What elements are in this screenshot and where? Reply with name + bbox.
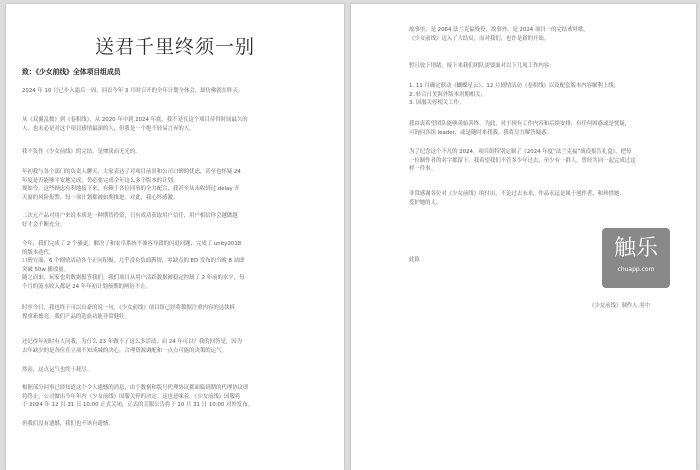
paragraph (22, 338, 334, 355)
text-line: 为了纪念这个不凡的 2024，项目组特别定制了《2024 年度“法兰克福”战役报告礼盒》，把每 (409, 149, 632, 155)
chuapp-watermark (602, 228, 670, 288)
text-line: 《少女前线》制作人 羽中 (589, 303, 651, 309)
signature (589, 302, 689, 311)
letter-greeting: 致：《少女前线》全体项目组成员 (22, 68, 121, 76)
text-line: 现如今，这些顾虑有利地接下来，有赖于各位同事的全力配合，我甚至从未收到过 delay 开 (22, 186, 240, 193)
text-line: 此致 (409, 257, 420, 263)
text-line: 2024 年 10 月已步入霜后一周，回首今年 3 月时召开的全年计划全体会，却仿佛就在昨天。 (22, 88, 244, 94)
text-line: 年初我与各个部门的负责人聊天，大家表达了对项目前景和公司口碑的忧虑，甚至也怀疑 24 (22, 169, 241, 175)
paragraph (22, 168, 334, 202)
watermark-logo-text: 触乐 (613, 236, 658, 261)
paragraph (22, 116, 334, 133)
text-line: 突破 50w 播放量。 (22, 266, 70, 273)
text-line: 还记得年初时有人问我，为什么 23 年做不了这么多活动，而 24 年可以？我的回答是，因为 (22, 339, 243, 345)
text-line: 一位制作者的名字都留下，我希望我们不管多少年过去，至少有一群人，曾经共同一起完成过这 (409, 157, 636, 164)
text-line: 时至今日，我也终于可以自豪的说一句，《少女前线》项目组已经将数据注重内容的达扶拆 (22, 305, 235, 311)
paragraph (22, 148, 334, 157)
paragraph (22, 212, 334, 229)
text-line: 故事里，是 2064 法兰克福残役，故事外，是 2024 项目一的完结欢呼歌。 (409, 27, 589, 33)
list-item: 1. 11 月确定联动《蝴蝶星云》、12 月剧情活动《卷积线》以及配套版本内容顺利上线； (409, 83, 619, 89)
text-line: 于 2024 年 12 月 31 日 10:00 正式关闭，正式的关服公告将于 10 月 31 日 10:00 对外发布。 (22, 402, 253, 409)
text-line: 非常感谢各位对《少女前线》的付出，不论过去未来，作品永远是属于创作者、和珍惜她、 (409, 191, 625, 197)
watermark-url: chuapp.com (617, 266, 655, 273)
text-line: 人，也未必是对这个项目感情最深的人，但我是一个绝不轻易言弃的人。 (22, 125, 195, 132)
text-line: 天窗的风险报警，每一项计划都被如期推进。对此，我心怀感激。 (22, 194, 179, 201)
paragraph (22, 420, 334, 429)
text-line: 今年，我们完成了 2 个骚更，解决了和安卓系统不兼容导致的闪退问题，完成了 unity2018 (22, 241, 242, 247)
text-line: 二次元产品对用户来说本质是一种期货投资，只有成功获取用户信任，用户相信你会越做越 (22, 213, 238, 219)
text-line: 我不负作《少女前线》的完结，是惨淡而无光的。 (22, 149, 141, 155)
text-line: 爱护她的人。 (409, 199, 442, 206)
text-line: 我由衷希望团队能够善始善终，为此，对于现有工作内容和后续安排，有任何困惑或是忧疑， (409, 121, 631, 127)
text-line: 的版本迭代。 (22, 249, 55, 256)
text-line: 然而，这点运气也终于耗尽。 (22, 367, 93, 373)
paragraph (22, 87, 334, 96)
paragraph (22, 384, 334, 410)
letter-title: 送君千里终须一别 (94, 36, 255, 58)
text-line: 将终止，公司做出今年年内《少女前线》国服关停的决定。这也意味着，《少女前线》国服将 (22, 393, 241, 400)
letter-page-left (6, 4, 344, 470)
list-item: 3. 国服关停相关工作。 (409, 100, 465, 107)
text-line: 根据部分同事已经知道这个令人遗憾的消息，由于数据和版号代理协议都面临到期的代理协议即 (22, 385, 249, 391)
paragraph (409, 148, 693, 174)
text-line: 样一件事。 (409, 166, 436, 173)
text-line: 《少女前线》迈入了大结局，而对我们，也许是新的开始。 (409, 35, 550, 42)
text-line: 去年缺少的是各位在立项不知成城的决心，合理资源调配和一点点可能的决策的运气。 (22, 347, 227, 354)
text-line: 口碑方面，6 个剧情活动各个正向积极，几乎没有负面舆情，零缺点的 ED 发布的当晚 8 站即 (22, 258, 245, 265)
paragraph (22, 366, 334, 375)
text-line: 个月的流水收入都是 24 年年初计划预期的两倍不止。 (22, 283, 151, 290)
text-line: 从《双翼乱数》到《卷积线》，从 2020 年中到 2024 年底，我不是在这个项目待得时间最久的 (22, 117, 248, 123)
paragraph (409, 62, 693, 71)
text-line: 随之而来，玩家也用数据报答我们。我们项目从用户活跃数据被稳定控制了 2 年前的水平，每 (22, 275, 245, 282)
paragraph (409, 190, 693, 207)
text-line: 但我们没有遗憾，我们也不该有遗憾。 (22, 421, 114, 427)
paragraph (409, 120, 693, 137)
text-line: 好才会不断充分。 (22, 221, 66, 228)
text-line: 年度是否能够平安地完成，势必要完成全年这么多个版本的计划。 (22, 177, 179, 184)
paragraph (409, 26, 693, 43)
paragraph (22, 304, 334, 321)
text-line: 可询问各组 leader，或是随时来找我。我将尽力解答疑惑。 (409, 129, 552, 136)
list-item: 2. 转合日美海外版本用期相关； (409, 91, 486, 98)
text-line: 撑重新擦亮，我们产品的造血功能非常健壮。 (22, 313, 130, 320)
task-list (409, 82, 693, 108)
paragraph (22, 240, 334, 292)
text-line: 暂且放下情绪，接下来我们团队需要面对以下几项工作内容： (409, 63, 555, 69)
